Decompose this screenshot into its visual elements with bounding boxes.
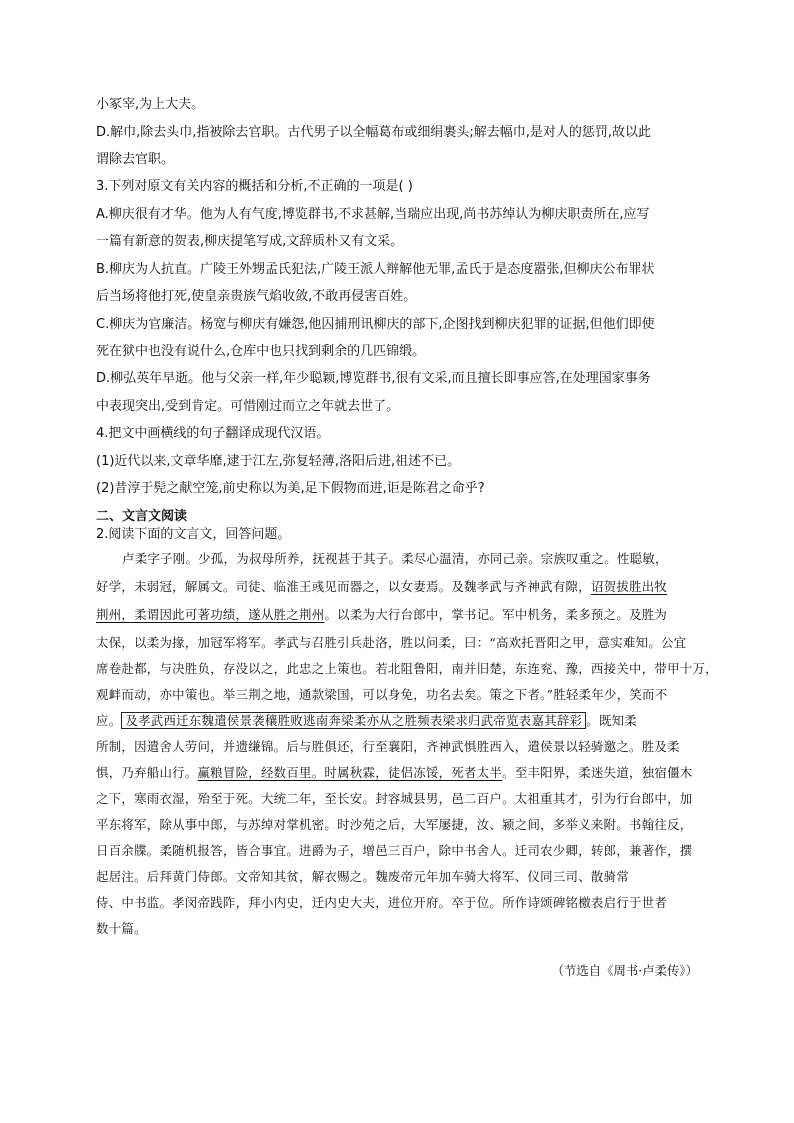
passage-line: 之下，寒雨衣湿，殆至于死。大统二年，至长安。封容城县男，邑二百户。太祖重其才，引为行台郎中，加 [96, 791, 693, 806]
option-d-line: D.柳弘英年早逝。他与父亲一样,年少聪颖,博览群书,很有文采,而且擅长即事应答,在处理国家事务 [96, 371, 651, 386]
underlined-sentence-1b: 荆州，柔谓因此可著功绩，遂从胜之荆州 [96, 607, 325, 622]
passage-text: 。至丰阳界，柔迷失道，独宿僵木 [502, 765, 693, 780]
text-line: 谓除去官职。 [96, 152, 175, 167]
text-line: 后当场将他打死,使皇亲贵族气焰收敛,不敢再侵害百姓。 [96, 289, 417, 304]
section-heading: 二、文言文阅读 [96, 509, 188, 524]
translation-item-2: (2)昔淳于髡之献空笼,前史称以为美,足下假物而进,讵是陈君之命乎? [96, 481, 485, 496]
text-line: 一篇有新意的贺表,柳庆提笔写成,文辞质朴又有文采。 [96, 234, 404, 249]
option-a-line: A.柳庆很有才华。他为人有气度,博览群书,不求甚解,当瑞应出现,尚书苏绰认为柳庆职责所在,应写 [96, 207, 650, 222]
passage-line: 平东将军，除从事中郎，与苏绰对掌机密。时沙苑之后，大军屡捷，汝、颍之间，多举义来附。书翰往反， [96, 817, 693, 832]
question-3: 3.下列对原文有关内容的概括和分析,不正确的一项是( ) [96, 179, 413, 194]
question-4: 4.把文中画横线的句子翻译成现代汉语。 [96, 426, 330, 441]
option-c-line: C.柳庆为官廉洁。杨宽与柳庆有嫌怨,他囚捕刑讯柳庆的部下,企图找到柳庆犯罪的证据,但他们即使 [96, 317, 655, 332]
passage-text: 。既知柔 [586, 713, 638, 728]
passage-text: 。以柔为大行台郎中，掌书记。军中机务，柔多预之。及胜为 [324, 607, 668, 622]
passage-line: 日百余牒。柔随机报答，皆合事宜。进爵为子，增邑三百户，除中书舍人。迁司农少卿，转郎，兼著作，撰 [96, 843, 693, 858]
text-line: 小冢宰,为上大夫。 [96, 97, 205, 112]
text-line: 死在狱中也没有说什么,仓库中也只找到剩余的几匹锦缎。 [96, 344, 426, 359]
passage-text: 好学，未弱冠，解属文。司徒、临淮王彧见而器之，以女妻焉。及魏孝武与齐神武有隙， [96, 579, 591, 594]
passage-line: 所制，因遣舍人劳问，并遗缣锦。后与胜俱还，行至襄阳，齐神武惧胜西入，遣侯景以轻骑邀之。胜及柔 [96, 739, 680, 754]
passage-line [96, 708, 637, 734]
passage-line: 太保，以柔为掾，加冠军将军。孝武与召胜引兵赴洛，胜以问柔，曰：“高欢托晋阳之甲，意实难知。公宜 [96, 635, 687, 650]
passage-line: 观衅而动，亦中策也。举三荆之地，通款梁国，可以身免，功名去矣。策之下者。”胜轻柔年少，笑而不 [96, 687, 668, 702]
passage-line: 席卷赴都，与决胜负，存没以之，此忠之上策也。若北阻鲁阳，南并旧楚，东连兖、豫，西接关中，带甲十万， [96, 661, 718, 676]
translation-item-1: (1)近代以来,文章华靡,逮于江左,弥复轻薄,洛阳后进,祖述不已。 [96, 454, 461, 469]
source-citation: （节选自《周书·卢柔传》） [551, 963, 698, 978]
passage-line [96, 602, 667, 628]
passage-line: 卢柔字子刚。少孤，为叔母所养，抚视甚于其子。柔尽心温清，亦同己亲。宗族叹重之。性聪敏， [122, 551, 668, 566]
underlined-sentence-1a: 诏贺拔胜出牧 [590, 579, 668, 594]
passage-line: 数十篇。 [96, 921, 147, 936]
passage-text: 应。 [96, 713, 122, 728]
passage-line [96, 574, 667, 600]
option-b-line: B.柳庆为人抗直。广陵王外甥孟氏犯法,广陵王派人辩解他无罪,孟氏于是态度嚣张,但柳庆公布罪状 [96, 262, 655, 277]
classical-passage [96, 546, 718, 946]
underlined-sentence-2: 赢粮冒险，经数百里。时属秋霖，徒侣冻馁，死者太半 [197, 765, 503, 780]
passage-line [96, 760, 692, 786]
passage-line: 侍、中书监。孝闵帝践阼，拜小内史，迁内史大夫，进位开府。卒于位。所作诗颂碑铭檄表启行于世者 [96, 895, 668, 910]
passage-line: 起居注。后拜黄门侍郎。文帝知其贫，解衣赐之。魏废帝元年加车骑大将军、仪同三司、散骑常 [96, 869, 630, 884]
section-instruction: 2.阅读下面的文言文，回答问题。 [96, 527, 291, 542]
option-d-line: D.解巾,除去头巾,指被除去官职。古代男子以全幅葛布或细绢裹头;解去幅巾,是对人的惩罚,故以此 [96, 125, 652, 140]
boxed-sentence: 及孝武西迁东魏遣侯景袭穰胜败逃南奔梁柔亦从之胜频表梁求归武帝览表嘉其辞彩 [121, 712, 586, 729]
passage-text: 惧，乃弃船山行。 [96, 765, 198, 780]
text-line: 中表现突出,受到肯定。可惜刚过而立之年就去世了。 [96, 399, 400, 414]
